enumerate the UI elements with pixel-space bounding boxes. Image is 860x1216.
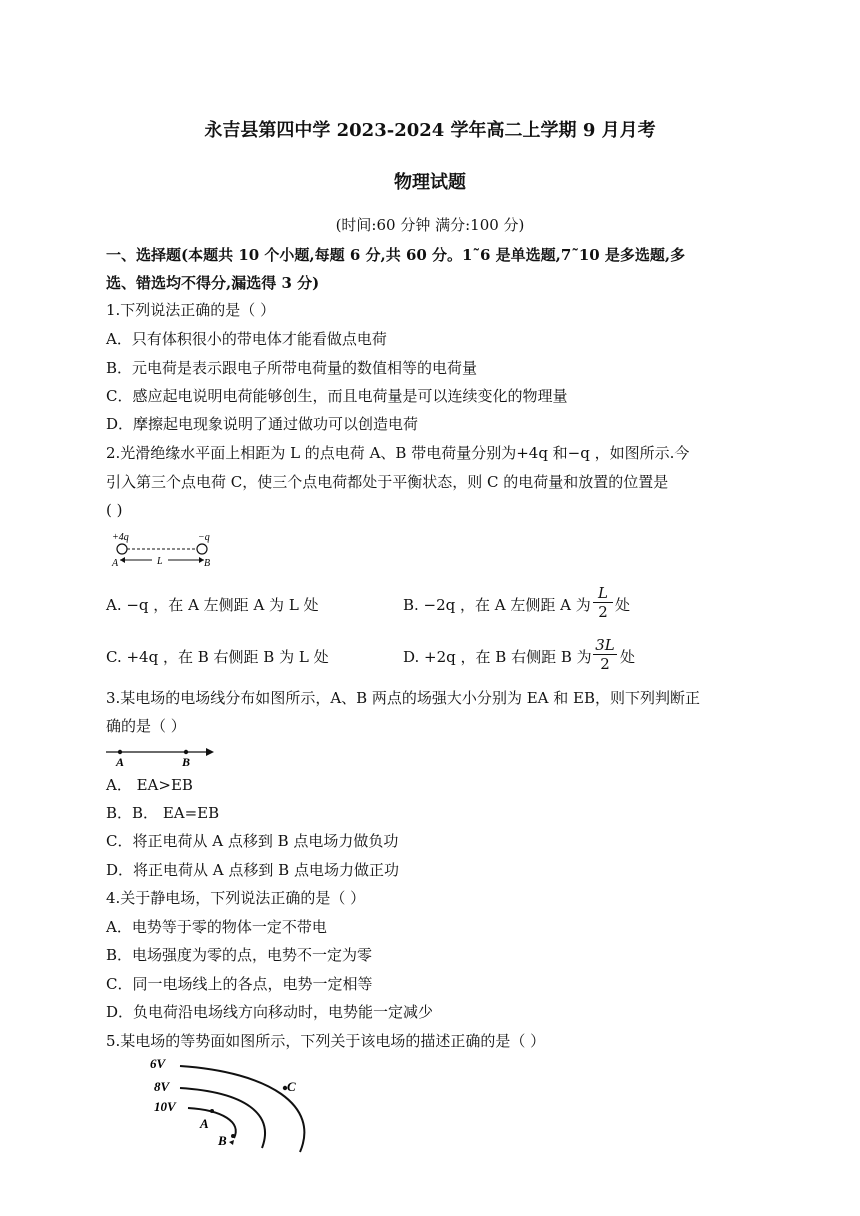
q3-stem: 3.某电场的电场线分布如图所示，A、B 两点的场强大小分别为 EA 和 EB，则下列判断正 bbox=[106, 689, 700, 707]
q2-option-c: C. +4q ，在 B 右侧距 B 为 L 处 bbox=[106, 648, 329, 666]
q2-fig-label-l: L bbox=[157, 556, 163, 567]
q3-option-b: B．B． EA=EB bbox=[106, 804, 220, 822]
q5-fig-label-c: C bbox=[287, 1079, 296, 1094]
q3-field-line-diagram bbox=[106, 744, 218, 770]
q2-option-b-fraction bbox=[593, 584, 613, 621]
q1-option-c: C．感应起电说明电荷能够创生，而且电荷量是可以连续变化的物理量 bbox=[106, 387, 568, 405]
q2-option-d-fraction bbox=[593, 636, 617, 673]
exam-meta: (时间:60 分钟 满分:100 分) bbox=[335, 216, 525, 234]
q4-stem: 4.关于静电场，下列说法正确的是（ ） bbox=[106, 889, 366, 907]
section-heading-cont: 选、错选均不得分,漏选得 3 分) bbox=[106, 274, 320, 292]
q2-option-b-denominator: 2 bbox=[598, 603, 608, 621]
q4-option-d: D．负电荷沿电场线方向移动时，电势能一定减少 bbox=[106, 1003, 434, 1021]
q1-stem: 1.下列说法正确的是（ ） bbox=[106, 301, 276, 319]
q1-option-b: B．元电荷是表示跟电子所带电荷量的数值相等的电荷量 bbox=[106, 359, 478, 377]
q2-stem-cont: 引入第三个点电荷 C，使三个点电荷都处于平衡状态，则 C 的电荷量和放置的位置是 bbox=[106, 473, 669, 491]
q2-stem: 2.光滑绝缘水平面上相距为 L 的点电荷 A、B 带电荷量分别为+4q 和−q ，如图所示.今 bbox=[106, 444, 690, 462]
q2-option-d: D. +2q ，在 B 右侧距 B 为 bbox=[403, 648, 592, 666]
q2-option-d-suffix: 处 bbox=[620, 648, 636, 666]
q1-option-d: D．摩擦起电现象说明了通过做功可以创造电荷 bbox=[106, 415, 419, 433]
section-heading: 一、选择题(本题共 10 个小题,每题 6 分,共 60 分。1˜6 是单选题,7˜10 是多选题,多 bbox=[106, 246, 686, 264]
q2-stem-paren: ( ) bbox=[106, 501, 123, 519]
q3-option-c: C．将正电荷从 A 点移到 B 点电场力做负功 bbox=[106, 832, 399, 850]
q5-fig-label-a: A bbox=[200, 1116, 209, 1131]
exam-title: 永吉县第四中学 2023-2024 学年高二上学期 9 月月考 bbox=[204, 120, 656, 141]
q2-option-b-numerator: L bbox=[593, 584, 613, 603]
exam-subject: 物理试题 bbox=[394, 172, 466, 193]
q5-fig-label-6v: 6V bbox=[150, 1058, 166, 1071]
q4-option-b: B．电场强度为零的点，电势不一定为零 bbox=[106, 946, 373, 964]
q2-fig-label-b: B bbox=[204, 558, 211, 569]
q2-option-b: B. −2q ，在 A 左侧距 A 为 bbox=[403, 596, 591, 614]
q3-fig-label-b: B bbox=[182, 755, 191, 769]
q5-fig-label-b: B bbox=[218, 1133, 227, 1148]
q2-option-a: A. −q ，在 A 左侧距 A 为 L 处 bbox=[106, 596, 319, 614]
q3-stem-cont: 确的是（ ） bbox=[106, 717, 186, 735]
q2-fig-label-a: A bbox=[112, 558, 119, 569]
q2-option-d-numerator: 3L bbox=[593, 636, 617, 655]
q3-option-a: A． EA>EB bbox=[106, 776, 193, 794]
q4-option-a: A．电势等于零的物体一定不带电 bbox=[106, 918, 327, 936]
q2-charge-diagram bbox=[110, 530, 220, 570]
q2-option-b-suffix: 处 bbox=[615, 596, 631, 614]
q4-option-c: C．同一电场线上的各点，电势一定相等 bbox=[106, 975, 373, 993]
q5-fig-label-10v: 10V bbox=[154, 1099, 176, 1114]
q3-option-d: D．将正电荷从 A 点移到 B 点电场力做正功 bbox=[106, 861, 399, 879]
q3-fig-label-a: A bbox=[116, 755, 125, 769]
q2-option-d-denominator: 2 bbox=[600, 655, 610, 673]
q2-fig-charge-b: −q bbox=[198, 532, 210, 543]
q2-fig-charge-a: +4q bbox=[112, 532, 129, 543]
q1-option-a: A．只有体积很小的带电体才能看做点电荷 bbox=[106, 330, 387, 348]
q5-fig-label-8v: 8V bbox=[154, 1079, 170, 1094]
q5-equipotential-diagram bbox=[150, 1058, 320, 1158]
q5-stem: 5.某电场的等势面如图所示，下列关于该电场的描述正确的是（ ） bbox=[106, 1032, 546, 1050]
